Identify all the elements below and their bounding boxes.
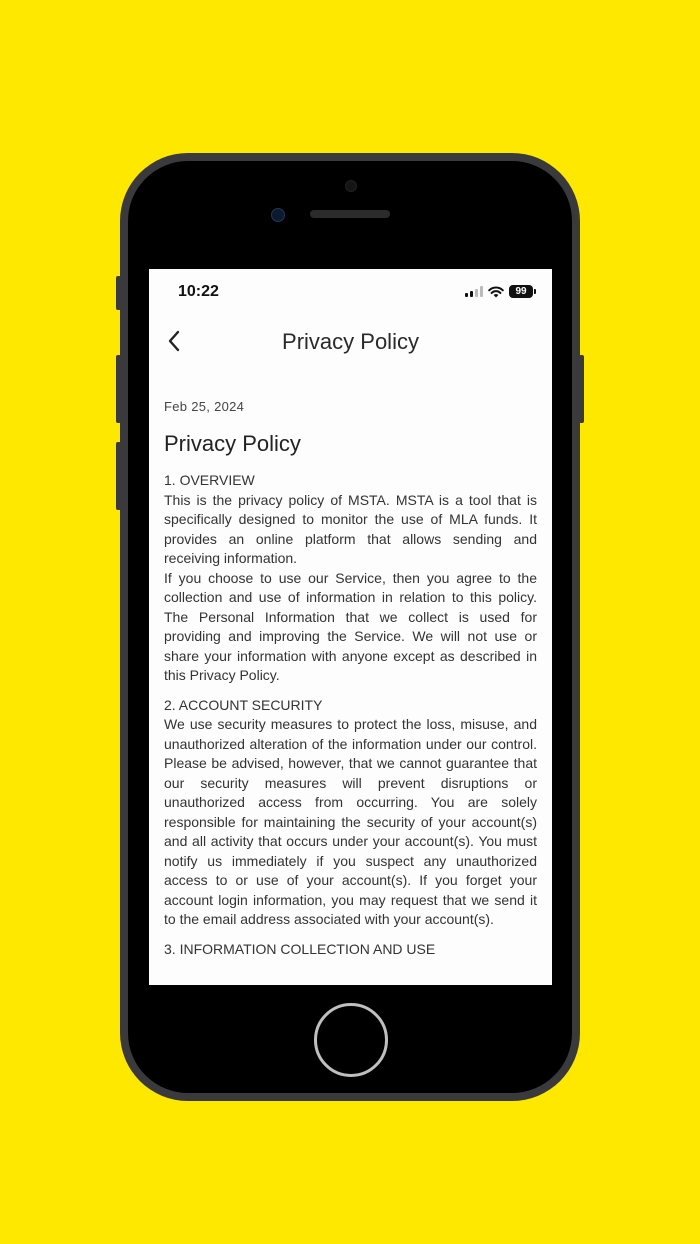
status-time: 10:22 <box>178 283 219 300</box>
section-body <box>164 715 537 930</box>
section-paragraph: If you choose to use our Service, then you agree to the collection and use of information in relation to this policy. The Personal Information that we collect is used for providing and improving the Service. We will not use or share your information with anyone except as described in this Privacy Policy. <box>164 569 537 683</box>
policy-date: Feb 25, 2024 <box>164 399 245 414</box>
section-paragraph: This is the privacy policy of MSTA. MSTA is a tool that is specifically designed to monitor the use of MLA funds. It provides an online platform that allows sending and receiving information. <box>164 491 537 566</box>
section-account-security <box>164 696 537 930</box>
status-bar <box>149 269 552 313</box>
battery-icon: 99 <box>509 285 533 298</box>
wifi-icon <box>488 286 504 298</box>
policy-content[interactable] <box>164 399 537 969</box>
section-body <box>164 491 537 686</box>
earpiece-speaker <box>310 210 390 218</box>
front-camera <box>345 180 357 192</box>
nav-title: Privacy Policy <box>282 329 419 354</box>
home-button[interactable] <box>314 1003 388 1077</box>
section-heading: 2. ACCOUNT SECURITY <box>164 696 323 713</box>
signal-icon <box>465 286 483 297</box>
proximity-sensor <box>271 208 285 222</box>
status-icons <box>465 285 536 298</box>
section-heading: 3. INFORMATION COLLECTION AND USE <box>164 940 436 957</box>
battery-cap <box>534 289 536 294</box>
navigation-bar <box>149 319 552 363</box>
policy-title: Privacy Policy <box>164 431 301 456</box>
section-overview <box>164 471 537 686</box>
section-information-collection <box>164 940 537 960</box>
app-screen <box>149 269 552 985</box>
section-heading: 1. OVERVIEW <box>164 472 255 488</box>
section-paragraph: We use security measures to protect the loss, misuse, and unauthorized alteration of the information under our control. Please be advised, however, that we cannot guarantee that our security measures will prevent disruptions or unauthorized access from occurring. You are solely responsible for maintaining the security of your account(s) and all activity that occurs under your account(s). You must notify us immediately if you suspect any unauthorized access to or use of your account(s). If you forget your account login information, you may request that we send it to the email address associated with your account(s). <box>164 716 537 927</box>
